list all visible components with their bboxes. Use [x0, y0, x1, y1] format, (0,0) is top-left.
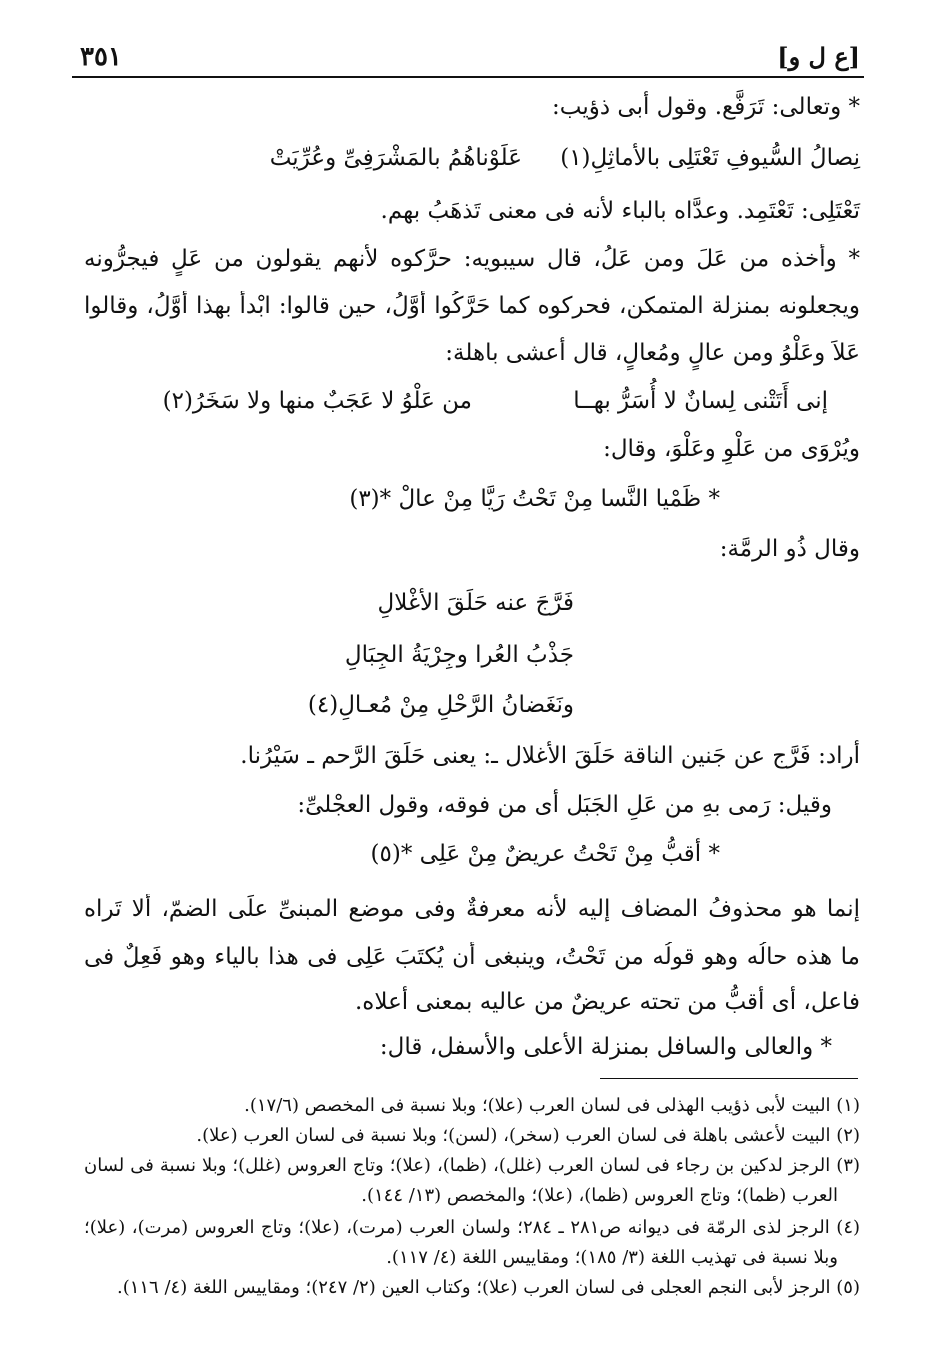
- rajaz-line: فَرَّجَ عنه حَلَقَ الأغْلالِ: [377, 590, 574, 616]
- footnote: (٢) البيت لأعشى باهلة فى لسان العرب (سخر)، (لسن)؛ وبلا نسبة فى لسان العرب (علا).: [196, 1125, 860, 1146]
- text-line: أراد: فَرَّج عن جَنين الناقة حَلَقَ الأغلال ـ: يعنى حَلَقَ الرَّحم ـ سَيْرُنا.: [240, 743, 860, 769]
- text-line: * وأخذه من عَلَ ومن عَلُ، قال سيبويه: حرَّكوه لأنهم يقولون من عَلٍ فيجرُّونه: [84, 246, 860, 272]
- verse-second-hemistich: نِصالُ السُّيوفِ تَعْتَلِى بالأماثِلِ(١): [560, 145, 860, 171]
- text-line: * وتعالى: تَرَفَّع. وقول أبى ذؤيب:: [552, 94, 860, 120]
- footnote-rule: [600, 1078, 858, 1079]
- page-number: ٣٥١: [80, 42, 122, 72]
- rajaz-line: جَذْبُ العُرا وجِرْيَةُ الجِبَالِ: [344, 642, 574, 668]
- footnote-continuation: العرب (ظما)؛ وتاج العروس (ظما)، (علا)؛ والمخصص (١٣/ ١٤٤).: [361, 1185, 838, 1206]
- header-rule: [72, 76, 864, 78]
- text-line: * والعالى والسافل بمنزلة الأعلى والأسفل، قال:: [379, 1034, 832, 1060]
- footnote: (٥) الرجز لأبى النجم العجلى فى لسان العرب (علا)؛ وكتاب العين (٢/ ٢٤٧)؛ ومقاييس اللغة (٤/ ١١٦).: [116, 1277, 860, 1298]
- footnote: (١) البيت لأبى ذؤيب الهذلى فى لسان العرب (علا)؛ وبلا نسبة فى المخصص (١٧/٦).: [244, 1095, 860, 1116]
- text-line: وقيل: رَمى بهِ من عَلِ الجَبَل أى من فوقه، وقول العجْلىِّ:: [297, 792, 832, 818]
- footnote: (٤) الرجز لذى الرمّة فى ديوانه ص٢٨١ ـ ٢٨٤؛ ولسان العرب (مرت)، (علا)؛ وتاج العروس (مرت)، (علا)؛: [84, 1217, 860, 1238]
- verse-first-hemistich: عَلَوْناهُمُ بالمَشْرَفِىِّ وعُرِّيَتْ: [269, 145, 522, 171]
- verse-first-hemistich: إنى أَتَتْنى لِسانٌ لا أُسَرُّ بهــا: [573, 388, 828, 414]
- rajaz-line: ونَغَضانُ الرَّحْلِ مِنْ مُعـالِ(٤): [307, 692, 574, 718]
- text-line: ما هذه حالُه وهو قولُه من تَحْتُ، وينبغى أن يُكتَبَ عَلِى فى هذا بالياء وهو فَعِلٌ فى: [84, 944, 860, 970]
- root-label: [ع ل و]: [777, 42, 860, 71]
- page-header: [80, 38, 860, 78]
- verse-second-hemistich: من عَلْوُ لا عَجَبٌ منها ولا سَخَرُ(٢): [162, 388, 472, 414]
- footnote: (٣) الرجز لدكين بن رجاء فى لسان العرب (غلل)، (ظما)، (علا)؛ وتاج العروس (غلل)؛ وبلا نسبة فى لسان: [84, 1155, 860, 1176]
- rajaz-line: * أقبُّ مِنْ تَحْتُ عريضٌ مِنْ عَلِى *(٥): [370, 841, 720, 867]
- text-line: عَلاَ وعَلْوُ ومن عالٍ ومُعالٍ، قال أعشى باهلة:: [445, 340, 860, 366]
- text-line: تَعْتَلِى: تَعْتَمِد. وعدَّاه بالباء لأنه فى معنى تَذهَبُ بهم.: [380, 198, 860, 224]
- text-line: ويجعلونه بمنزلة المتمكن، فحركوه كما حَرَّكُوا أَوَّلُ، حين قالوا: ابْدأْ بهذا أوَّلُ، وقالوا: [84, 293, 860, 319]
- text-line: ويُرْوَى من عَلْوِ وعَلْوَ، وقال:: [603, 436, 860, 462]
- footnote-continuation: وبلا نسبة فى تهذيب اللغة (٣/ ١٨٥)؛ ومقاييس اللغة (٤/ ١١٧).: [386, 1247, 838, 1268]
- text-line: إنما هو محذوفُ المضاف إليه لأنه معرفةٌ وفى موضع المبنىِّ علَى الضمّ، ألا تَراه: [84, 896, 860, 922]
- text-line: وقال ذُو الرمَّة:: [719, 536, 860, 562]
- text-line: فاعل، أى أقبُّ من تحته عريضٌ من عاليه بمعنى أعلاه.: [354, 989, 860, 1015]
- rajaz-line: * ظَمْيا النَّسا مِنْ تَحْتُ رَيَّا مِنْ عالْ *(٣): [349, 486, 720, 512]
